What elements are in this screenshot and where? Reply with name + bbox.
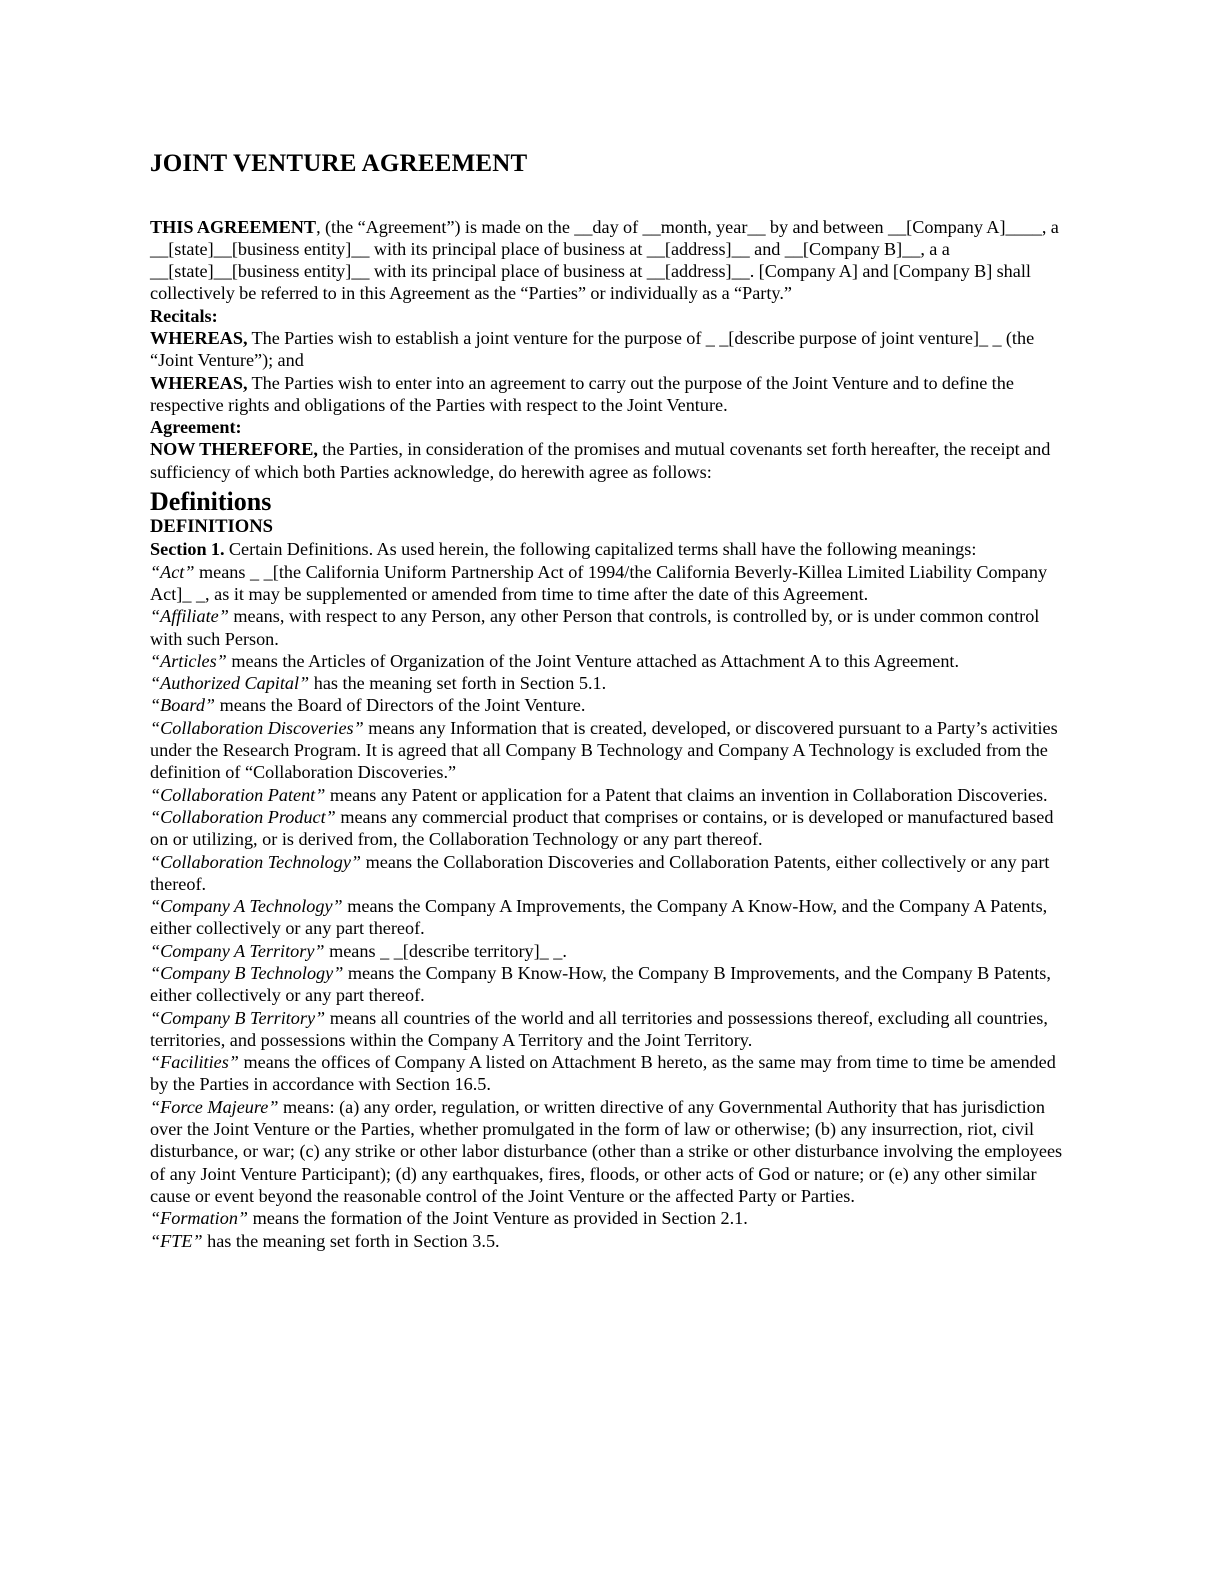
definition-item: [150, 717, 1070, 784]
definition-text: means the Board of Directors of the Joint Venture.: [215, 695, 586, 716]
section-1-text: Certain Definitions. As used herein, the following capitalized terms shall have the following meanings:: [224, 539, 977, 560]
definition-text: has the meaning set forth in Section 3.5.: [202, 1230, 500, 1251]
definition-item: [150, 1207, 1070, 1229]
definition-text: means the Collaboration Discoveries and Collaboration Patents, either collectively or any part thereof.: [150, 851, 1050, 894]
agreement-paragraph: [150, 438, 1070, 483]
definition-text: means any Patent or application for a Patent that claims an invention in Collaboration Discoveries.: [325, 784, 1048, 805]
definitions-caps-heading: DEFINITIONS: [150, 516, 273, 538]
definition-item: [150, 1230, 1070, 1252]
definition-term: “Formation”: [150, 1208, 249, 1229]
definition-item: [150, 784, 1070, 806]
page-title: JOINT VENTURE AGREEMENT: [150, 150, 528, 177]
definition-text: means _ _[the California Uniform Partnership Act of 1994/the California Beverly-Killea Limited Liability Company Act]_ _, as it may be supplemented or amended from time to time after the date of this Agreement.: [150, 561, 1048, 604]
definition-term: “Authorized Capital”: [150, 673, 310, 694]
definition-term: “Collaboration Patent”: [150, 784, 326, 805]
recital-item: [150, 327, 1070, 372]
definition-text: means any commercial product that comprises or contains, or is developed or manufactured based on or utilizing, or is derived from, the Collaboration Technology or any part thereof.: [150, 806, 1054, 850]
definition-text: means the formation of the Joint Venture as provided in Section 2.1.: [248, 1208, 748, 1229]
definition-item: [150, 851, 1070, 896]
definition-term: “Company B Technology”: [150, 963, 344, 983]
definition-term: “Articles”: [150, 650, 227, 671]
definition-term: “Company A Technology”: [150, 896, 343, 917]
definition-term: “Collaboration Product”: [150, 806, 336, 827]
recitals-heading: Recitals:: [150, 305, 218, 326]
definition-text: means the Company B Know-How, the Company B Improvements, and the Company B Patents, either collectively or any part thereof.: [150, 963, 1051, 1006]
definition-item: [150, 650, 1070, 672]
recital-text: The Parties wish to enter into an agreement to carry out the purpose of the Joint Venture and to define the respective rights and obligations of the Parties with respect to the Joint Venture.: [150, 372, 1014, 415]
definition-term: “Board”: [150, 695, 216, 716]
definition-text: has the meaning set forth in Section 5.1.: [309, 673, 607, 694]
definition-term: “FTE”: [150, 1230, 203, 1251]
agreement-lead-in: NOW THEREFORE,: [150, 439, 318, 460]
agreement-heading: Agreement:: [150, 417, 242, 438]
definition-item: [150, 895, 1070, 940]
definition-term: “Force Majeure”: [150, 1096, 279, 1117]
definition-item: [150, 694, 1070, 716]
definition-term: “Company B Territory”: [150, 1007, 326, 1028]
document-body: [150, 150, 1070, 1252]
preamble-lead-in: THIS AGREEMENT: [150, 216, 317, 237]
definition-item: [150, 605, 1070, 650]
definition-term: “Act”: [150, 561, 195, 582]
definition-text: means, with respect to any Person, any other Person that controls, is controlled by, or is under common control with such Person.: [150, 606, 1040, 649]
definition-term: “Collaboration Discoveries”: [150, 717, 364, 738]
definition-item: [150, 561, 1070, 606]
definition-text: means _ _[describe territory]_ _.: [324, 940, 567, 961]
definition-text: means the Company A Improvements, the Company A Know-How, and the Company A Patents, either collectively or any part thereof.: [150, 896, 1048, 939]
definitions-list: [150, 561, 1070, 1252]
recital-text: The Parties wish to establish a joint venture for the purpose of _ _[describe purpose of joint venture]_ _ (the “Joint Venture”); and: [150, 327, 1035, 371]
definition-text: means the Articles of Organization of the Joint Venture attached as Attachment A to this Agreement.: [226, 650, 960, 671]
definition-item: [150, 672, 1070, 694]
recital-lead-in: WHEREAS,: [150, 327, 248, 348]
definitions-heading: Definitions: [150, 487, 272, 517]
preamble-paragraph: [150, 216, 1070, 305]
section-1-paragraph: [150, 538, 1070, 560]
definition-text: means any Information that is created, developed, or discovered pursuant to a Party’s activities under the Research Program. It is agreed that all Company B Technology and Company A Technology is excluded from the definition of “Collaboration Discoveries.”: [150, 717, 1058, 783]
definition-text: means the offices of Company A listed on Attachment B hereto, as the same may from time to time be amended by the Parties in accordance with Section 16.5.: [150, 1052, 1056, 1095]
definition-term: “Collaboration Technology”: [150, 851, 362, 872]
agreement-text: the Parties, in consideration of the promises and mutual covenants set forth hereafter, the receipt and sufficiency of which both Parties acknowledge, do herewith agree as follows:: [150, 439, 1051, 482]
definition-item: [150, 1051, 1070, 1096]
preamble-text: , (the “Agreement”) is made on the __day of __month, year__ by and between __[Company A]____, a __[state]__[business entity]__ with its principal place of business at __[address]__ and __[Company B]__, a a __[state]__[business entity]__ with its principal place of business at __[address]__. [Company A] and [Company B] shall collectively be referred to in this Agreement as the “Parties” or individually as a “Party.”: [150, 216, 1059, 304]
definition-term: “Facilities”: [150, 1052, 239, 1073]
definition-text: means: (a) any order, regulation, or written directive of any Governmental Authority that has jurisdiction over the Joint Venture or the Parties, whether promulgated in the form of law or otherwise; (b) any insurrection, riot, civil disturbance, or war; (c) any strike or other labor disturbance (other than a strike or other disturbance involving the employees of any Joint Venture Participant); (d) any earthquakes, fires, floods, or other acts of God or nature; or (e) any other similar cause or event beyond the reasonable control of the Joint Venture or the affected Party or Parties.: [150, 1096, 1063, 1206]
definition-item: [150, 806, 1070, 851]
section-1-label: Section 1.: [150, 539, 225, 560]
definition-item: [150, 1007, 1070, 1052]
definition-term: “Affiliate”: [150, 606, 229, 627]
definition-text: means all countries of the world and all territories and possessions thereof, excluding all countries, territories, and possessions within the Company A Territory and the Joint Territory.: [150, 1007, 1048, 1050]
definition-item: [150, 940, 1070, 962]
definition-item: [150, 1096, 1070, 1207]
recital-lead-in: WHEREAS,: [150, 372, 248, 393]
definition-term: “Company A Territory”: [150, 940, 325, 961]
definition-item: [150, 962, 1070, 1007]
recital-item: [150, 372, 1070, 417]
